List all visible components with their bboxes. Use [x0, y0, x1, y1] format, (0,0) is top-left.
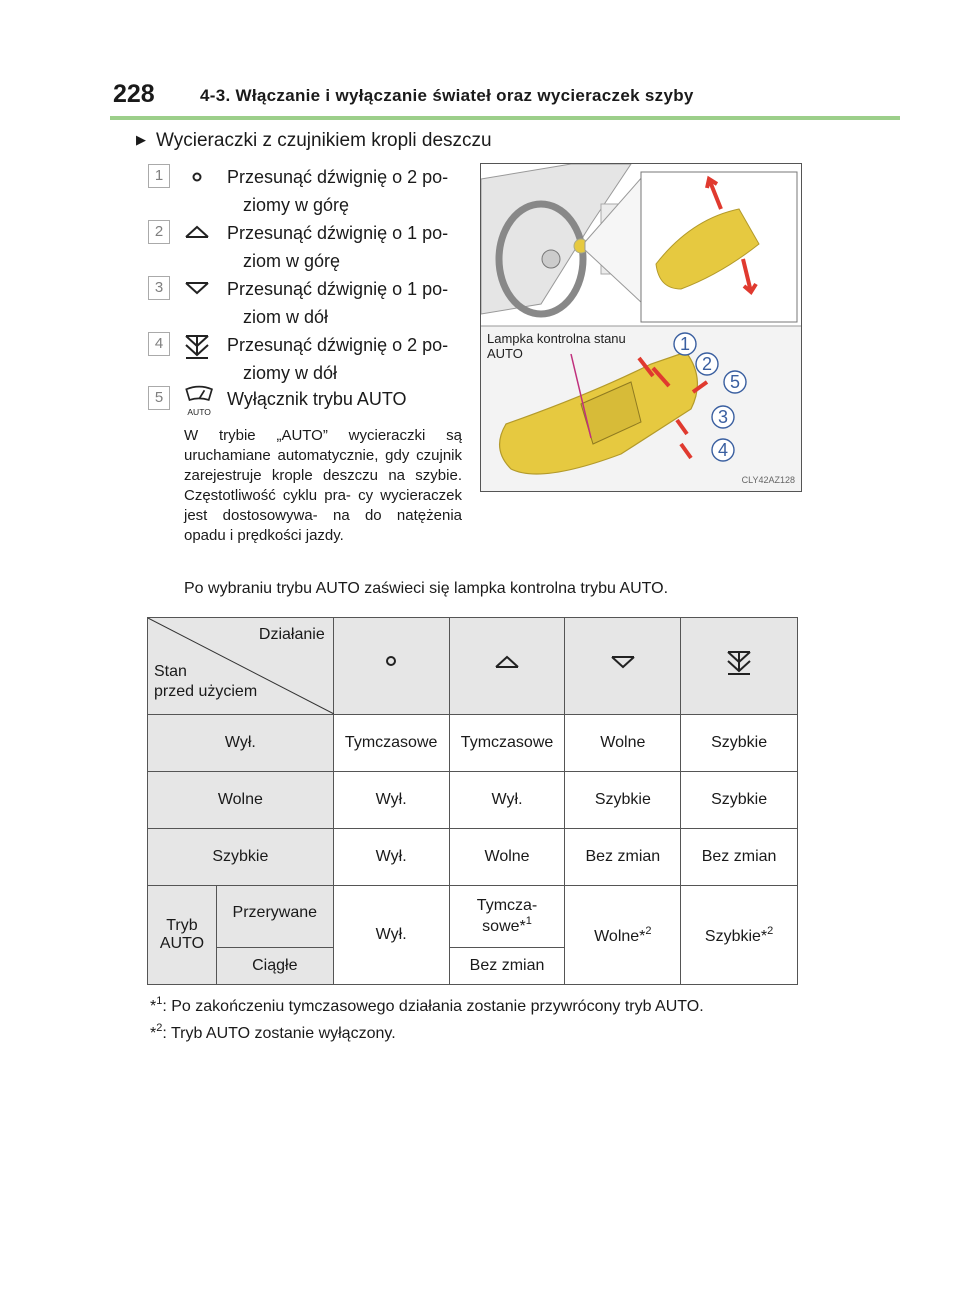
item-text	[227, 385, 467, 413]
figure-caption	[487, 331, 626, 361]
footnote-ref: 2	[645, 924, 652, 937]
row-state: Wolne	[148, 772, 334, 829]
cell-line: Tymcza-	[476, 897, 538, 914]
bullet-triangle-icon: ▶	[136, 132, 146, 147]
footnote-number: 2	[156, 1022, 163, 1034]
footnote-mark: *	[150, 1025, 157, 1042]
cell-line	[450, 915, 565, 936]
column-header	[681, 618, 798, 715]
corner-action-label: Działanie	[258, 626, 325, 643]
footnote-number: 1	[156, 995, 163, 1007]
table-header-row	[148, 618, 798, 715]
triangle-up-icon	[492, 649, 522, 679]
table-cell: Szybkie	[681, 772, 798, 829]
auto-description: W trybie „AUTO” wycieraczki są uruchamiane automatycznie, gdy czujnik zarejestruje krople deszczu na szybie. Częstotliwość cyklu pra- cy wycieraczek jest dostosowywa- na do natężenia opadu i prędkości jazdy.	[184, 427, 462, 544]
subheading	[136, 130, 492, 152]
row-state: Wył.	[148, 715, 334, 772]
cell-text: Szybkie*	[704, 927, 768, 945]
item-number: 3	[148, 276, 170, 300]
auto-group-label-line: Tryb	[166, 917, 198, 934]
auto-sub-continuous: Ciągłe	[216, 948, 333, 985]
corner-state-line: przed użyciem	[154, 683, 258, 700]
table-cell: Tymczasowe	[449, 715, 565, 772]
table-row	[148, 772, 798, 829]
item-text-line: ziom w górę	[243, 251, 341, 271]
auto-note: Po wybraniu trybu AUTO zaświeci się lampka kontrolna trybu AUTO.	[184, 580, 669, 597]
footnote-ref: 1	[525, 915, 532, 927]
table-cell: Wolne	[565, 715, 681, 772]
auto-sub-intermittent: Przerywane	[216, 886, 333, 948]
callout-number: 3	[717, 407, 729, 427]
item-text	[227, 275, 467, 331]
table-cell: Wył.	[333, 772, 449, 829]
auto-group-label	[148, 886, 217, 985]
double-triangle-down-icon	[182, 333, 212, 363]
page-number: 228	[113, 80, 155, 108]
figure-caption-line: AUTO	[487, 346, 523, 361]
callout-arrow	[677, 420, 687, 434]
item-text	[227, 163, 467, 219]
table-cell	[681, 886, 798, 985]
footnote	[150, 995, 704, 1016]
table-row	[148, 886, 798, 948]
table-cell: Szybkie	[681, 715, 798, 772]
item-text-line: ziomy w dół	[243, 363, 338, 383]
item-text-line: Wyłącznik trybu AUTO	[227, 389, 407, 409]
item-text-line: ziom w dół	[243, 307, 329, 327]
callout-number: 5	[729, 372, 741, 392]
table-cell	[565, 886, 681, 985]
corner-state-line: Stan	[154, 663, 187, 680]
item-number: 4	[148, 332, 170, 356]
table-corner-cell	[148, 618, 334, 715]
item-number: 5	[148, 386, 170, 410]
wiper-auto-icon	[180, 385, 214, 417]
item-text-line: Przesunąć dźwignię o 1 po-	[227, 223, 449, 243]
circle-icon	[376, 649, 406, 679]
table-cell: Szybkie	[565, 772, 681, 829]
header-rule	[110, 116, 900, 120]
triangle-down-icon	[182, 277, 212, 307]
double-triangle-down-icon	[724, 649, 754, 679]
table-cell: Bez zmian	[449, 948, 565, 985]
table-cell: Tymczasowe	[333, 715, 449, 772]
table-row	[148, 715, 798, 772]
footnote-text: : Tryb AUTO zostanie wyłączony.	[162, 1025, 396, 1042]
table-cell: Wolne	[449, 829, 565, 886]
footnote	[150, 1022, 396, 1043]
callout-number: 1	[679, 334, 691, 354]
table-cell: Bez zmian	[565, 829, 681, 886]
section-title: 4-3. Włączanie i wyłączanie świateł oraz wycieraczek szyby	[200, 86, 694, 105]
item-text	[227, 331, 467, 387]
column-header	[565, 618, 681, 715]
callout-number: 4	[717, 440, 729, 460]
subheading-text: Wycieraczki z czujnikiem kropli deszczu	[156, 130, 492, 151]
triangle-up-icon	[182, 221, 212, 251]
column-header	[449, 618, 565, 715]
table-cell	[449, 886, 565, 948]
item-text	[227, 219, 467, 275]
item-number: 1	[148, 164, 170, 188]
callout-number: 2	[701, 354, 713, 374]
figure-code: CLY42AZ128	[741, 475, 795, 485]
table-cell: Wył.	[449, 772, 565, 829]
table-cell: Bez zmian	[681, 829, 798, 886]
wiper-lever-figure	[480, 163, 802, 492]
callout-arrow	[681, 444, 691, 458]
item-text-line: Przesunąć dźwignię o 1 po-	[227, 279, 449, 299]
footnote-text: : Po zakończeniu tymczasowego działania zostanie przywrócony tryb AUTO.	[162, 998, 704, 1015]
table-row	[148, 829, 798, 886]
auto-icon-label: AUTO	[187, 406, 211, 417]
triangle-down-icon	[608, 649, 638, 679]
column-header	[333, 618, 449, 715]
figure-caption-line: Lampka kontrolna stanu	[487, 331, 626, 346]
corner-state-label	[154, 662, 257, 702]
row-state: Szybkie	[148, 829, 334, 886]
circle-icon	[182, 165, 212, 195]
cell-text: Wolne*	[594, 927, 646, 945]
auto-group-label-line: AUTO	[159, 935, 205, 952]
item-text-line: Przesunąć dźwignię o 2 po-	[227, 167, 449, 187]
footnote-ref: 2	[767, 924, 774, 937]
figure-illustration	[481, 164, 801, 491]
item-text-line: Przesunąć dźwignię o 2 po-	[227, 335, 449, 355]
table-cell: Wył.	[333, 886, 449, 985]
footnote-mark: *	[150, 998, 157, 1015]
item-number: 2	[148, 220, 170, 244]
item-text-line: ziomy w górę	[243, 195, 350, 215]
cell-text: sowe*	[482, 918, 526, 935]
table-cell: Wył.	[333, 829, 449, 886]
steering-hub	[542, 250, 560, 268]
wiper-operation-table	[147, 617, 798, 985]
